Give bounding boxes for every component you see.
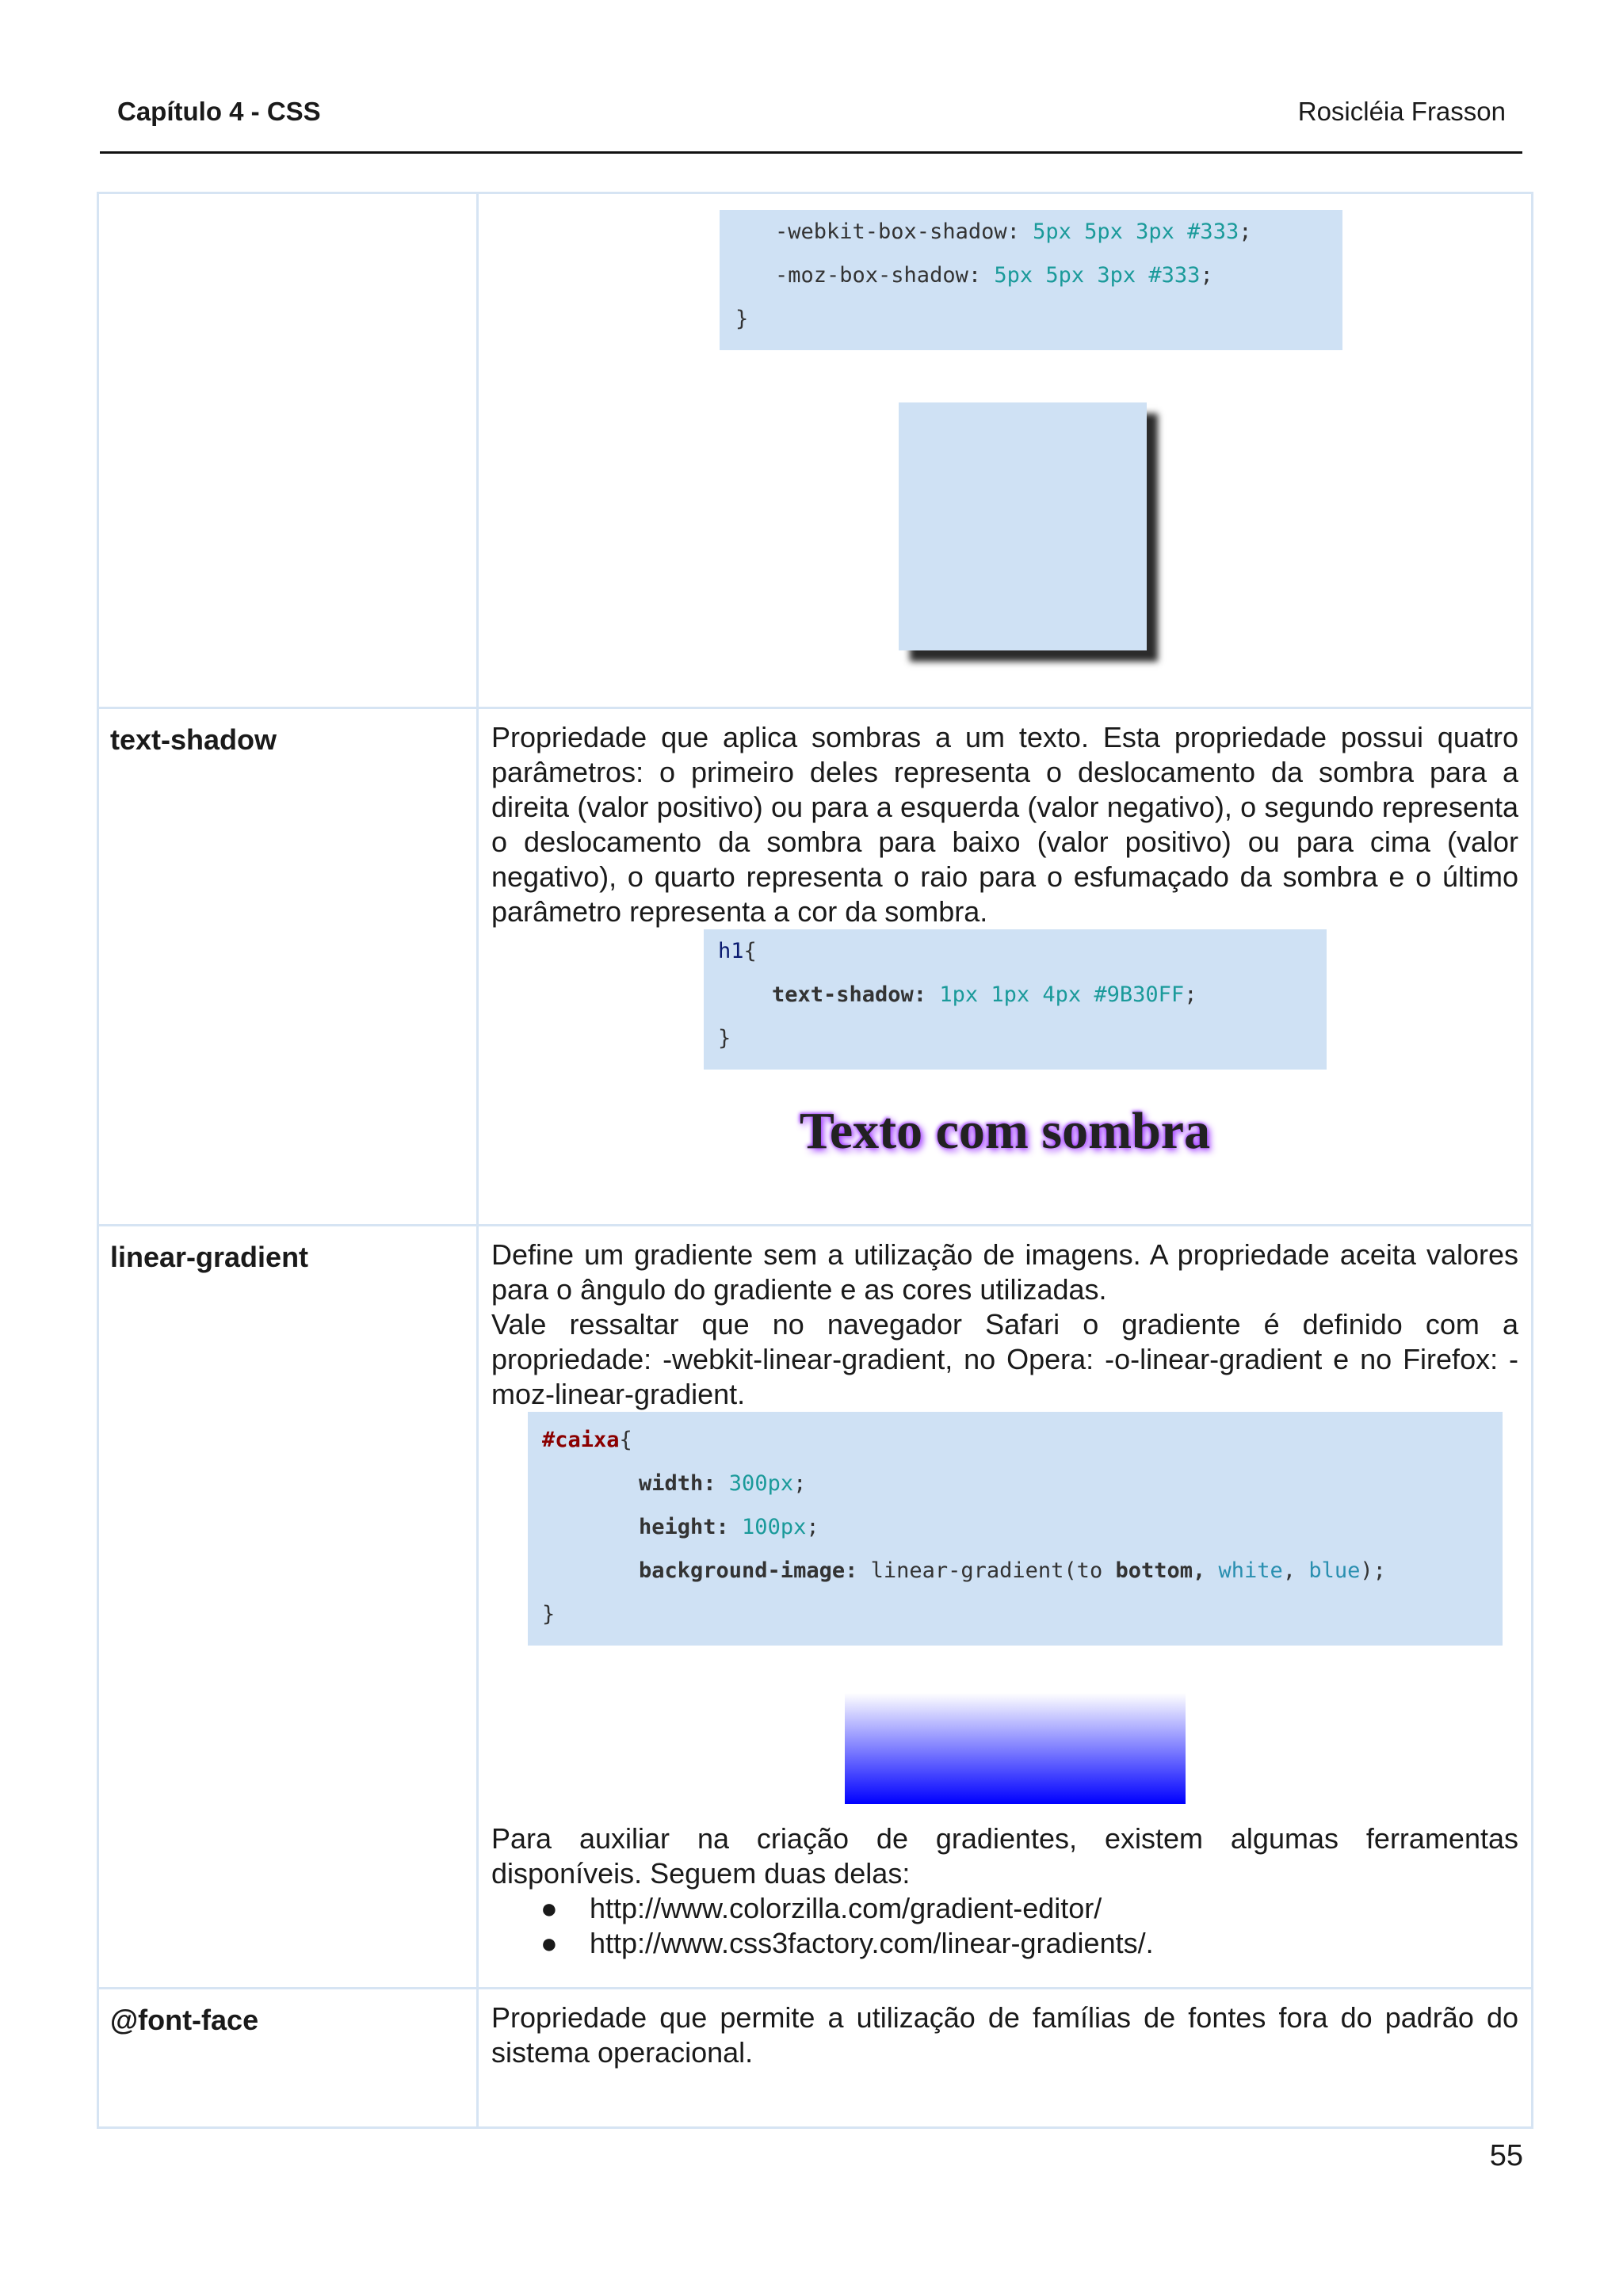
code-prop: -moz-box-shadow: <box>775 263 982 288</box>
box-shadow-demo <box>899 402 1147 650</box>
code-keyword: bottom <box>1115 1558 1193 1583</box>
code-block-gradient <box>528 1412 1503 1646</box>
code-selector: h1 <box>718 939 744 963</box>
code-semicolon: ; <box>793 1471 807 1496</box>
code-close-brace: } <box>735 307 749 331</box>
code-color: white <box>1218 1558 1283 1583</box>
code-prop: height: <box>639 1515 729 1539</box>
chapter-title: Capítulo 4 - CSS <box>117 97 321 126</box>
table-row <box>98 708 1533 1226</box>
code-prop: text-shadow: <box>772 982 927 1007</box>
code-value: 1px 1px 4px #9B30FF <box>926 982 1185 1007</box>
tool-link[interactable]: http://www.colorzilla.com/gradient-editor/ <box>590 1892 1102 1924</box>
description-cell <box>478 1989 1533 2128</box>
code-function: linear-gradient(to <box>857 1558 1116 1583</box>
property-cell-empty <box>98 193 478 708</box>
property-description: Propriedade que permite a utilização de famílias de fontes fora do padrão do sistema operacional. <box>491 2001 1518 2069</box>
code-prop: -webkit-box-shadow: <box>775 219 1020 244</box>
header-divider <box>100 151 1522 154</box>
property-name: linear-gradient <box>110 1241 309 1273</box>
table-row <box>98 1226 1533 1989</box>
code-value: 5px 5px 3px #333 <box>1019 219 1239 244</box>
list-item <box>529 1891 1518 1926</box>
code-block-text-shadow <box>704 929 1327 1070</box>
code-value: 5px 5px 3px #333 <box>981 263 1201 288</box>
list-item <box>529 1926 1518 1961</box>
code-semicolon: ; <box>806 1515 819 1539</box>
code-value: 100px <box>728 1515 807 1539</box>
property-cell <box>98 1989 478 2128</box>
properties-table <box>97 192 1533 2129</box>
code-end: ); <box>1360 1558 1386 1583</box>
code-comma: , <box>1282 1558 1309 1583</box>
table-row <box>98 1989 1533 2128</box>
property-cell <box>98 708 478 1226</box>
code-selector: #caixa <box>542 1428 620 1452</box>
description-cell <box>478 1226 1533 1989</box>
code-color: blue <box>1308 1558 1361 1583</box>
code-semicolon: ; <box>1200 263 1213 288</box>
table-row <box>98 193 1533 708</box>
property-description: Define um gradiente sem a utilização de imagens. A propriedade aceita valores para o ângulo do gradiente e as cores utilizadas. <box>491 1238 1518 1306</box>
code-comma: , <box>1193 1558 1219 1583</box>
code-open-brace: { <box>619 1428 632 1452</box>
code-semicolon: ; <box>1239 219 1252 244</box>
description-cell <box>478 193 1533 708</box>
property-note: Vale ressaltar que no navegador Safari o gradiente é definido com a propriedade: -webkit-linear-gradient, no Opera: -o-linear-gradient e no Firefox: -moz-linear-gradient. <box>491 1308 1518 1410</box>
tools-list <box>491 1891 1518 1961</box>
text-shadow-demo: Texto com sombra <box>799 1102 1211 1160</box>
property-name: text-shadow <box>110 723 277 756</box>
tools-intro: Para auxiliar na criação de gradientes, existem algumas ferramentas disponíveis. Seguem duas delas: <box>491 1822 1518 1890</box>
code-open-brace: { <box>743 939 757 963</box>
code-value: 300px <box>716 1471 794 1496</box>
code-semicolon: ; <box>1184 982 1197 1007</box>
author-name: Rosicléia Frasson <box>1297 97 1506 126</box>
bullet-icon: ● <box>540 1927 558 1959</box>
property-description: Propriedade que aplica sombras a um texto. Esta propriedade possui quatro parâmetros: o primeiro deles representa o deslocamento da sombra para a direita (valor positivo) ou para a esquerda (valor negativo), o segundo representa o deslocamento da sombra para baixo (valor positivo) ou para cima (valor negativo), o quarto representa o raio para o esfumaçado da sombra e o último parâmetro representa a cor da sombra. <box>491 721 1518 928</box>
code-prop: width: <box>639 1471 716 1496</box>
bullet-icon: ● <box>540 1892 558 1924</box>
property-name: @font-face <box>110 2004 259 2036</box>
code-close-brace: } <box>542 1602 556 1627</box>
gradient-demo <box>845 1693 1186 1804</box>
code-close-brace: } <box>718 1026 731 1051</box>
page-number: 55 <box>1489 2139 1523 2172</box>
code-block-box-shadow <box>720 210 1342 350</box>
tool-link[interactable]: http://www.css3factory.com/linear-gradients/. <box>590 1927 1154 1959</box>
description-cell <box>478 708 1533 1226</box>
property-cell <box>98 1226 478 1989</box>
code-prop: background-image: <box>639 1558 858 1583</box>
